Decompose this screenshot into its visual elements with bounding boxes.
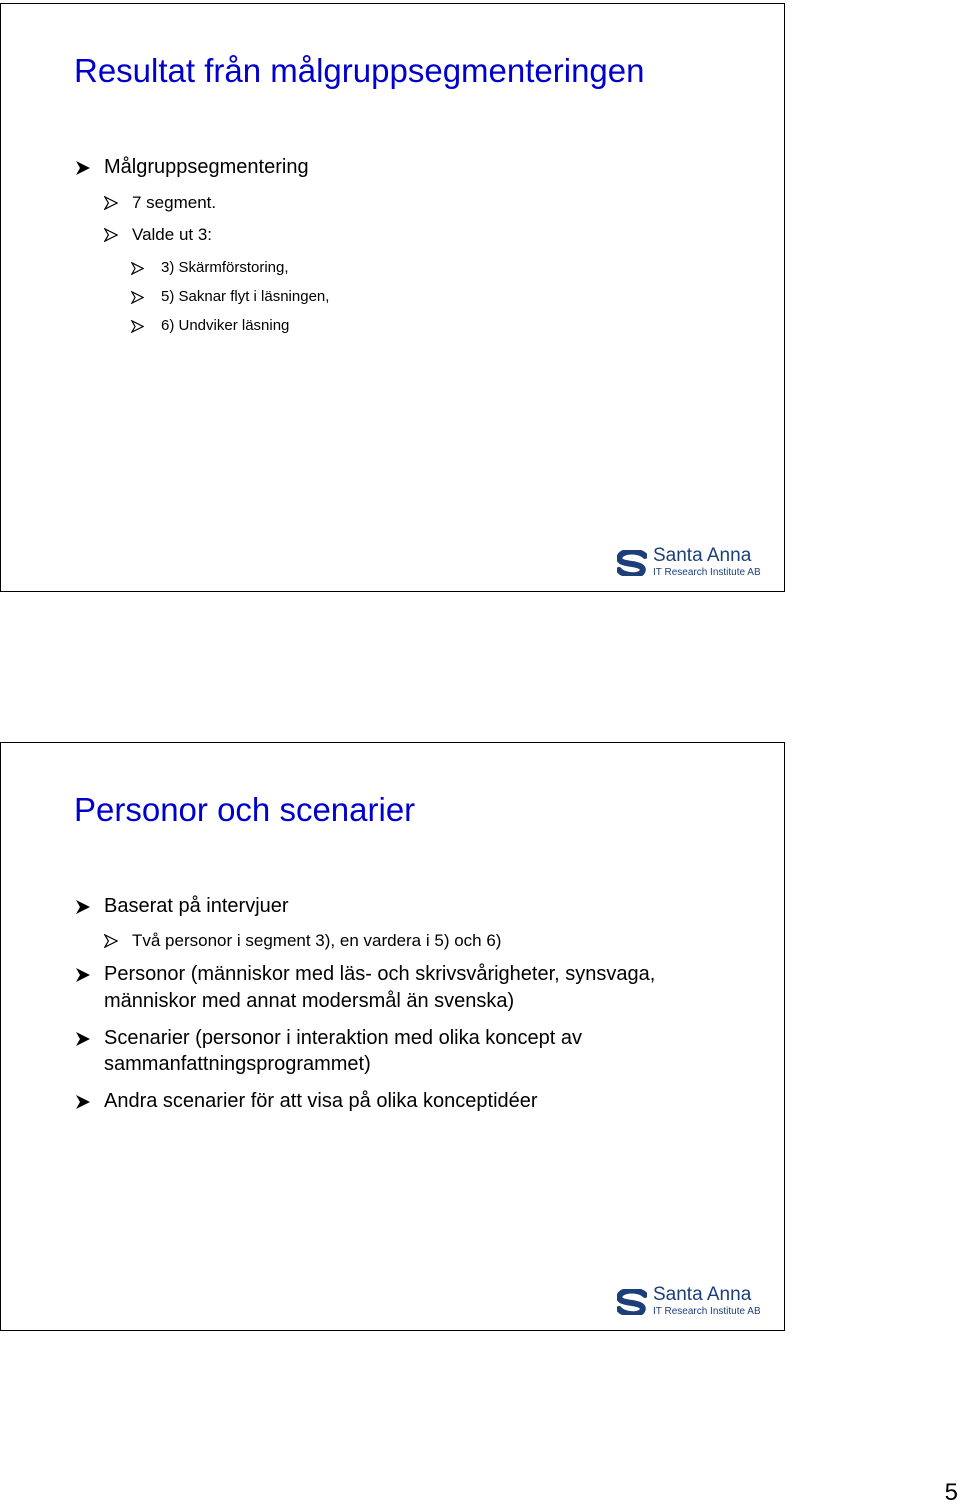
arrow-bullet-icon	[75, 160, 91, 176]
slide-title: Resultat från målgruppsegmenteringen	[74, 52, 645, 89]
logo-subtitle: IT Research Institute AB	[653, 1306, 761, 1317]
bullet-text: Scenarier (personor i interaktion med olika koncept av	[104, 1027, 583, 1049]
page-number: 5	[944, 1479, 958, 1506]
arrow-bullet-icon	[75, 1094, 91, 1110]
santa-anna-logo	[597, 1275, 769, 1325]
bullet-text: 7 segment.	[132, 193, 217, 212]
santa-anna-logo	[597, 536, 769, 586]
logo-name: Santa Anna	[653, 1284, 752, 1305]
arrow-bullet-icon	[75, 967, 91, 983]
arrow-bullet-icon	[75, 1031, 91, 1047]
bullet-text: sammanfattningsprogrammet)	[104, 1053, 371, 1075]
arrow-bullet-icon	[131, 291, 144, 304]
arrow-bullet-icon	[104, 196, 118, 210]
logo-name: Santa Anna	[653, 545, 752, 566]
bullet-text: Personor (människor med läs- och skrivsvårigheter, synsvaga,	[104, 963, 656, 985]
arrow-bullet-icon	[104, 228, 118, 242]
slide-title: Personor och scenarier	[74, 791, 416, 828]
arrow-bullet-icon	[75, 899, 91, 915]
bullet-text: Två personor i segment 3), en vardera i 5) och 6)	[132, 931, 502, 950]
logo-subtitle: IT Research Institute AB	[653, 567, 761, 578]
bullet-text: Andra scenarier för att visa på olika konceptidéer	[104, 1090, 538, 1112]
arrow-bullet-icon	[131, 320, 144, 333]
santa-anna-logo-icon	[617, 550, 647, 576]
bullet-text: 5) Saknar flyt i läsningen,	[161, 288, 330, 305]
arrow-bullet-icon	[104, 934, 118, 948]
arrow-bullet-icon	[131, 262, 144, 275]
slide-2	[0, 742, 785, 1331]
bullet-text: 3) Skärmförstoring,	[161, 259, 289, 276]
bullet-text: Målgruppsegmentering	[104, 156, 309, 178]
bullet-text: Baserat på intervjuer	[104, 895, 289, 917]
bullet-text: 6) Undviker läsning	[161, 317, 290, 334]
santa-anna-logo-icon	[617, 1289, 647, 1315]
bullet-text: Valde ut 3:	[132, 225, 213, 244]
slide-1	[0, 3, 785, 592]
bullet-text: människor med annat modersmål än svenska)	[104, 990, 515, 1012]
